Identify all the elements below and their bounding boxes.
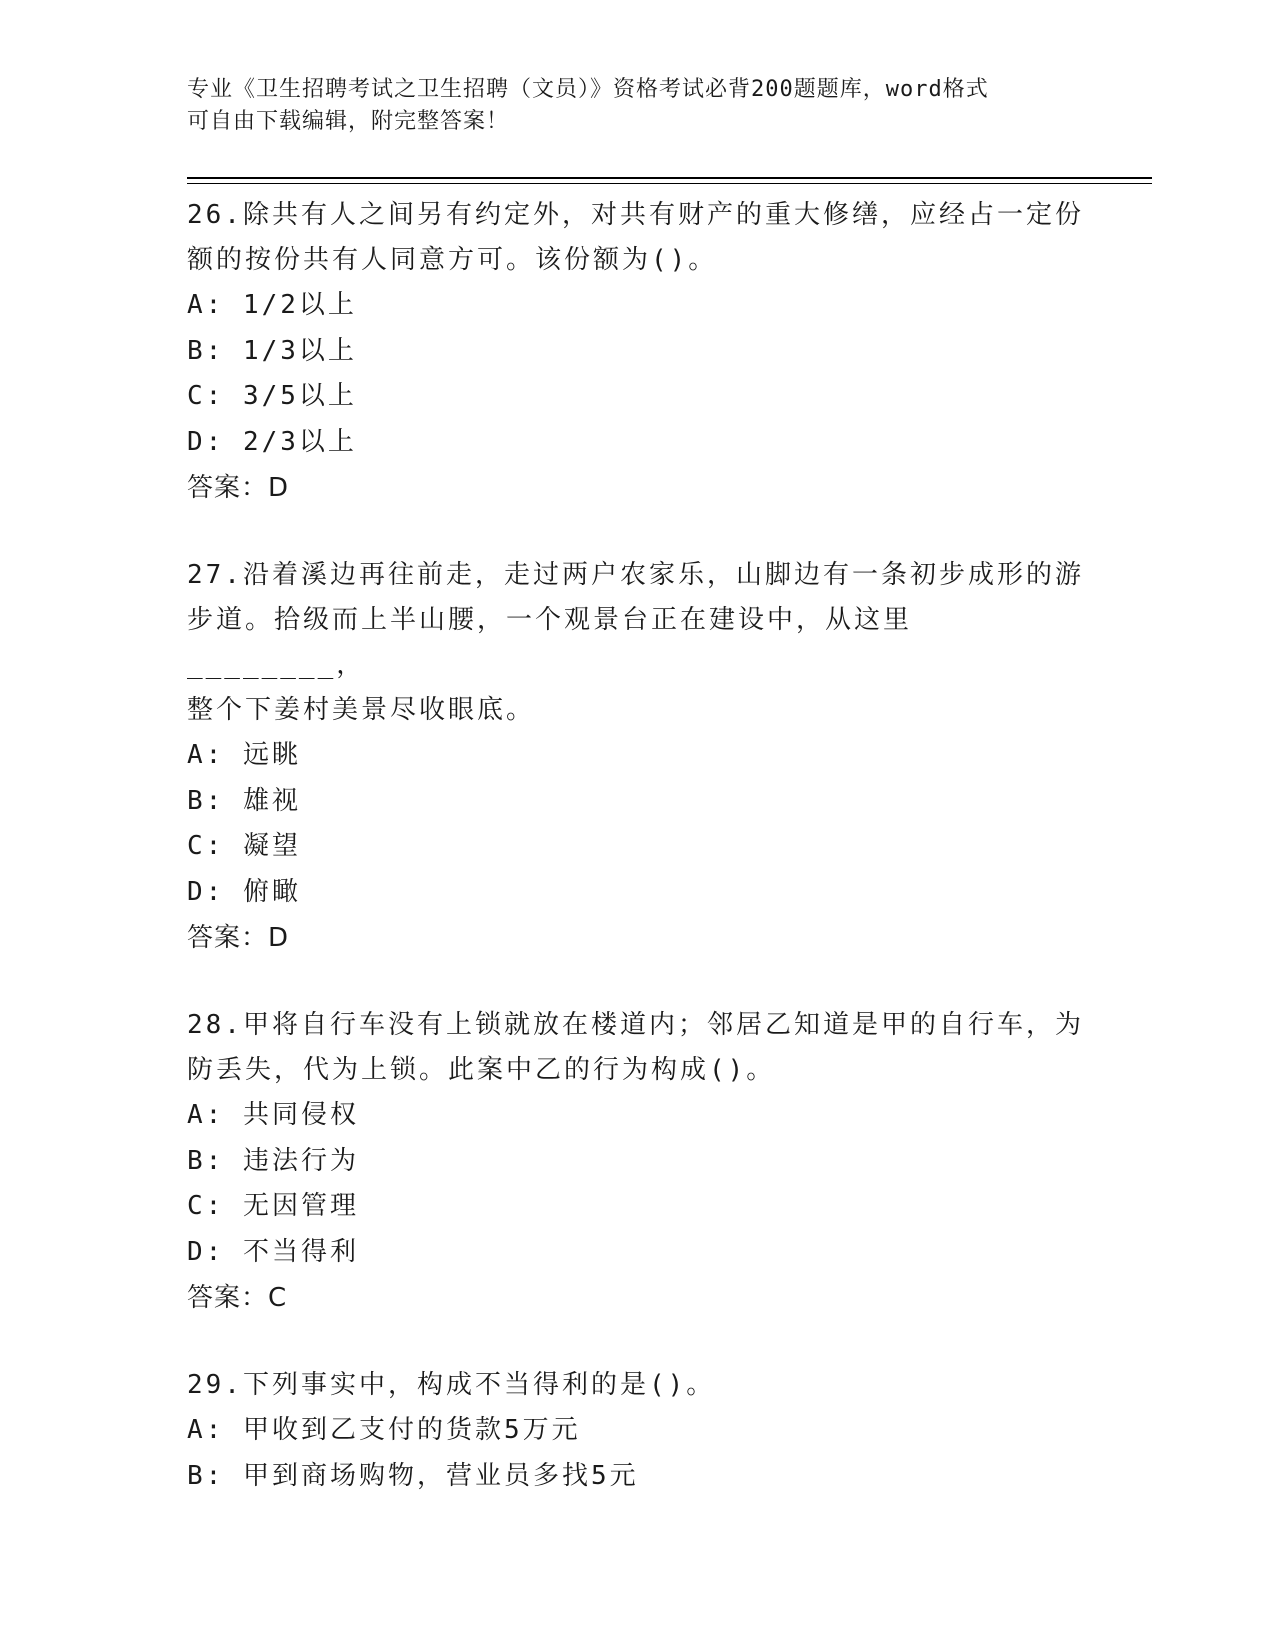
option-a: A: 共同侵权 — [187, 1100, 359, 1130]
question-stem-line: 步道。拾级而上半山腰，一个观景台正在建设中，从这里________， — [187, 605, 913, 680]
question-stem-line: 26.除共有人之间另有约定外，对共有财产的重大修缮，应经占一定份 — [187, 200, 1084, 230]
question-stem-line: 防丢失，代为上锁。此案中乙的行为构成()。 — [187, 1055, 776, 1085]
option-b: B: 甲到商场购物，营业员多找5元 — [187, 1460, 639, 1491]
answer-line: 答案：D — [187, 473, 290, 503]
question-26 — [187, 193, 1087, 511]
question-stem-line: 29.下列事实中，构成不当得利的是()。 — [187, 1370, 716, 1400]
option-d: D: 俯瞰 — [187, 876, 301, 907]
question-stem-line: 27.沿着溪边再往前走，走过两户农家乐，山脚边有一条初步成形的游 — [187, 560, 1084, 590]
option-a: A: 远眺 — [187, 740, 301, 770]
header-line-2: 可自由下载编辑，附完整答案！ — [187, 109, 510, 134]
question-list — [187, 193, 1087, 1541]
header-divider-thick — [187, 177, 1152, 179]
question-stem-line: 额的按份共有人同意方可。该份额为()。 — [187, 245, 718, 275]
header-divider-thin — [187, 183, 1152, 184]
option-d: D: 不当得利 — [187, 1236, 359, 1267]
header-line-1: 专业《卫生招聘考试之卫生招聘（文员）》资格考试必背200题题库，word格式 — [187, 77, 989, 102]
question-stem-line: 整个下姜村美景尽收眼底。 — [187, 695, 536, 725]
option-c: C: 无因管理 — [187, 1191, 359, 1221]
option-b: B: 1/3以上 — [187, 335, 357, 366]
question-27 — [187, 553, 1087, 961]
option-c: C: 凝望 — [187, 831, 301, 861]
option-b: B: 违法行为 — [187, 1145, 359, 1176]
answer-line: 答案：C — [187, 1283, 288, 1313]
option-d: D: 2/3以上 — [187, 426, 357, 457]
answer-line: 答案：D — [187, 923, 290, 953]
option-a: A: 1/2以上 — [187, 290, 357, 320]
option-a: A: 甲收到乙支付的货款5万元 — [187, 1415, 581, 1445]
option-b: B: 雄视 — [187, 785, 301, 816]
question-stem-line: 28.甲将自行车没有上锁就放在楼道内；邻居乙知道是甲的自行车，为 — [187, 1010, 1084, 1040]
option-c: C: 3/5以上 — [187, 381, 357, 411]
question-28 — [187, 1003, 1087, 1321]
document-header — [187, 74, 1087, 138]
question-29 — [187, 1363, 1087, 1499]
